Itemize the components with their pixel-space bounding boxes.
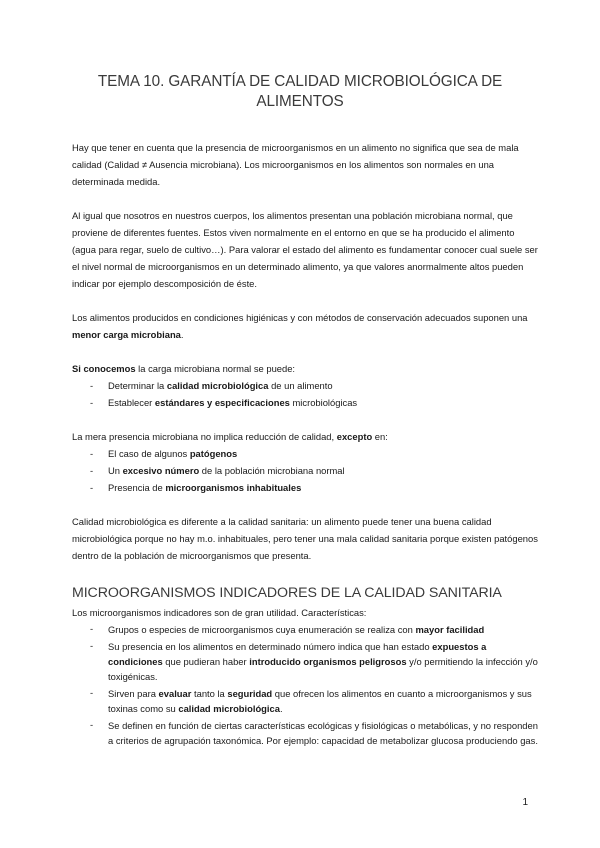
text-run: Se definen en función de ciertas características ecológicas y fisiológicas o metabólicas, y no responden a criterios de agrupación taxonómica. Por ejemplo: capacidad de metabolizar glucosa produciendo gas. xyxy=(108,720,538,746)
bold-text: patógenos xyxy=(189,448,238,459)
bold-text: introducido organismos peligrosos xyxy=(249,656,407,667)
text-run: y/o permitiendo la infección y/o toxigénicas. xyxy=(108,656,538,682)
list-item xyxy=(72,377,538,394)
list-item xyxy=(72,685,538,717)
bold-text: calidad microbiológica xyxy=(166,380,269,391)
list-item xyxy=(72,445,538,462)
paragraph-si-conocemos xyxy=(72,360,538,377)
bold-text: evaluar xyxy=(158,688,192,699)
text-run: Establecer xyxy=(108,397,155,408)
list-characteristics xyxy=(72,621,538,749)
text-run: de la población microbiana normal xyxy=(199,465,345,476)
text-run: . xyxy=(279,703,283,714)
bold-text: excesivo número xyxy=(122,465,200,476)
paragraph-population: Al igual que nosotros en nuestros cuerpos, los alimentos presentan una población microbiana normal, que proviene de diferentes fuentes. Estos viven normalmente en el entorno en que se ha producido el alimento (agua para regar, suelo de cultivo…). Para valorar el estado del alimento es fundamentar conocer cual suele ser el nivel normal de microorganismos en un determinado alimento, ya que valores anormalmente altos pueden indicar por ejemplo descomposición de éste. xyxy=(72,210,538,289)
text-run: tanto la xyxy=(191,688,228,699)
text-run: de un alimento xyxy=(268,380,333,391)
list-exceptions xyxy=(72,445,538,496)
section-heading: MICROORGANISMOS INDICADORES DE LA CALIDAD SANITARIA xyxy=(72,585,502,601)
bold-text: mayor facilidad xyxy=(415,624,485,635)
list-item xyxy=(72,717,538,749)
text-run: Un xyxy=(108,465,123,476)
list-uses xyxy=(72,377,538,411)
page-number: 1 xyxy=(522,797,528,808)
document-body xyxy=(72,139,538,749)
text-run: que ofrecen los alimentos en cuanto a microorganismos y sus toxinas como su xyxy=(108,688,532,714)
bold-text: Si conocemos xyxy=(72,363,136,374)
page-title: TEMA 10. GARANTÍA DE CALIDAD MICROBIOLÓGICA DE ALIMENTOS xyxy=(97,73,503,110)
text-run: la carga microbiana normal se puede: xyxy=(135,363,296,374)
list-item xyxy=(72,638,538,685)
bold-text: microorganismos inhabituales xyxy=(165,482,302,493)
text-run: microbiológicas xyxy=(289,397,358,408)
paragraph-hygiene xyxy=(72,309,538,343)
text-run: en: xyxy=(372,431,388,442)
text-run: El caso de algunos xyxy=(108,448,190,459)
text-run: Grupos o especies de microorganismos cuya enumeración se realiza con xyxy=(108,624,416,635)
text-run: que pudieran haber xyxy=(162,656,250,667)
paragraph-indicadores: Los microorganismos indicadores son de gran utilidad. Características: xyxy=(72,607,367,618)
bold-text: excepto xyxy=(336,431,373,442)
text-run: . xyxy=(180,329,184,340)
list-item xyxy=(72,394,538,411)
list-item xyxy=(72,462,538,479)
text-run: Presencia de xyxy=(108,482,166,493)
bold-text: seguridad xyxy=(227,688,273,699)
paragraph-sanitaria: Calidad microbiológica es diferente a la calidad sanitaria: un alimento puede tener una buena calidad microbiológica porque no hay m.o. inhabituales, pero tener una mala calidad sanitaria porque existen patógenos dentro de la población de microorganismos que presenta. xyxy=(72,516,538,561)
bold-text: menor carga microbiana xyxy=(72,329,181,340)
bold-text: estándares y especificaciones xyxy=(154,397,290,408)
text-run: Determinar la xyxy=(108,380,167,391)
text-run: Los alimentos producidos en condiciones higiénicas y con métodos de conservación adecuados suponen una xyxy=(72,312,528,323)
text-run: Su presencia en los alimentos en determinado número indica que han estado xyxy=(108,641,433,652)
bold-text: calidad microbiológica xyxy=(178,703,280,714)
bold-text: expuestos a condiciones xyxy=(108,641,487,667)
list-item xyxy=(72,479,538,496)
text-run: Sirven para xyxy=(108,688,159,699)
paragraph-intro: Hay que tener en cuenta que la presencia de microorganismos en un alimento no significa que sea de mala calidad (Calidad ≠ Ausencia microbiana). Los microorganismos en los alimentos son normales en una determinada medida. xyxy=(72,142,519,187)
paragraph-excepto xyxy=(72,428,538,445)
list-item xyxy=(72,621,538,638)
text-run: La mera presencia microbiana no implica reducción de calidad, xyxy=(72,431,337,442)
